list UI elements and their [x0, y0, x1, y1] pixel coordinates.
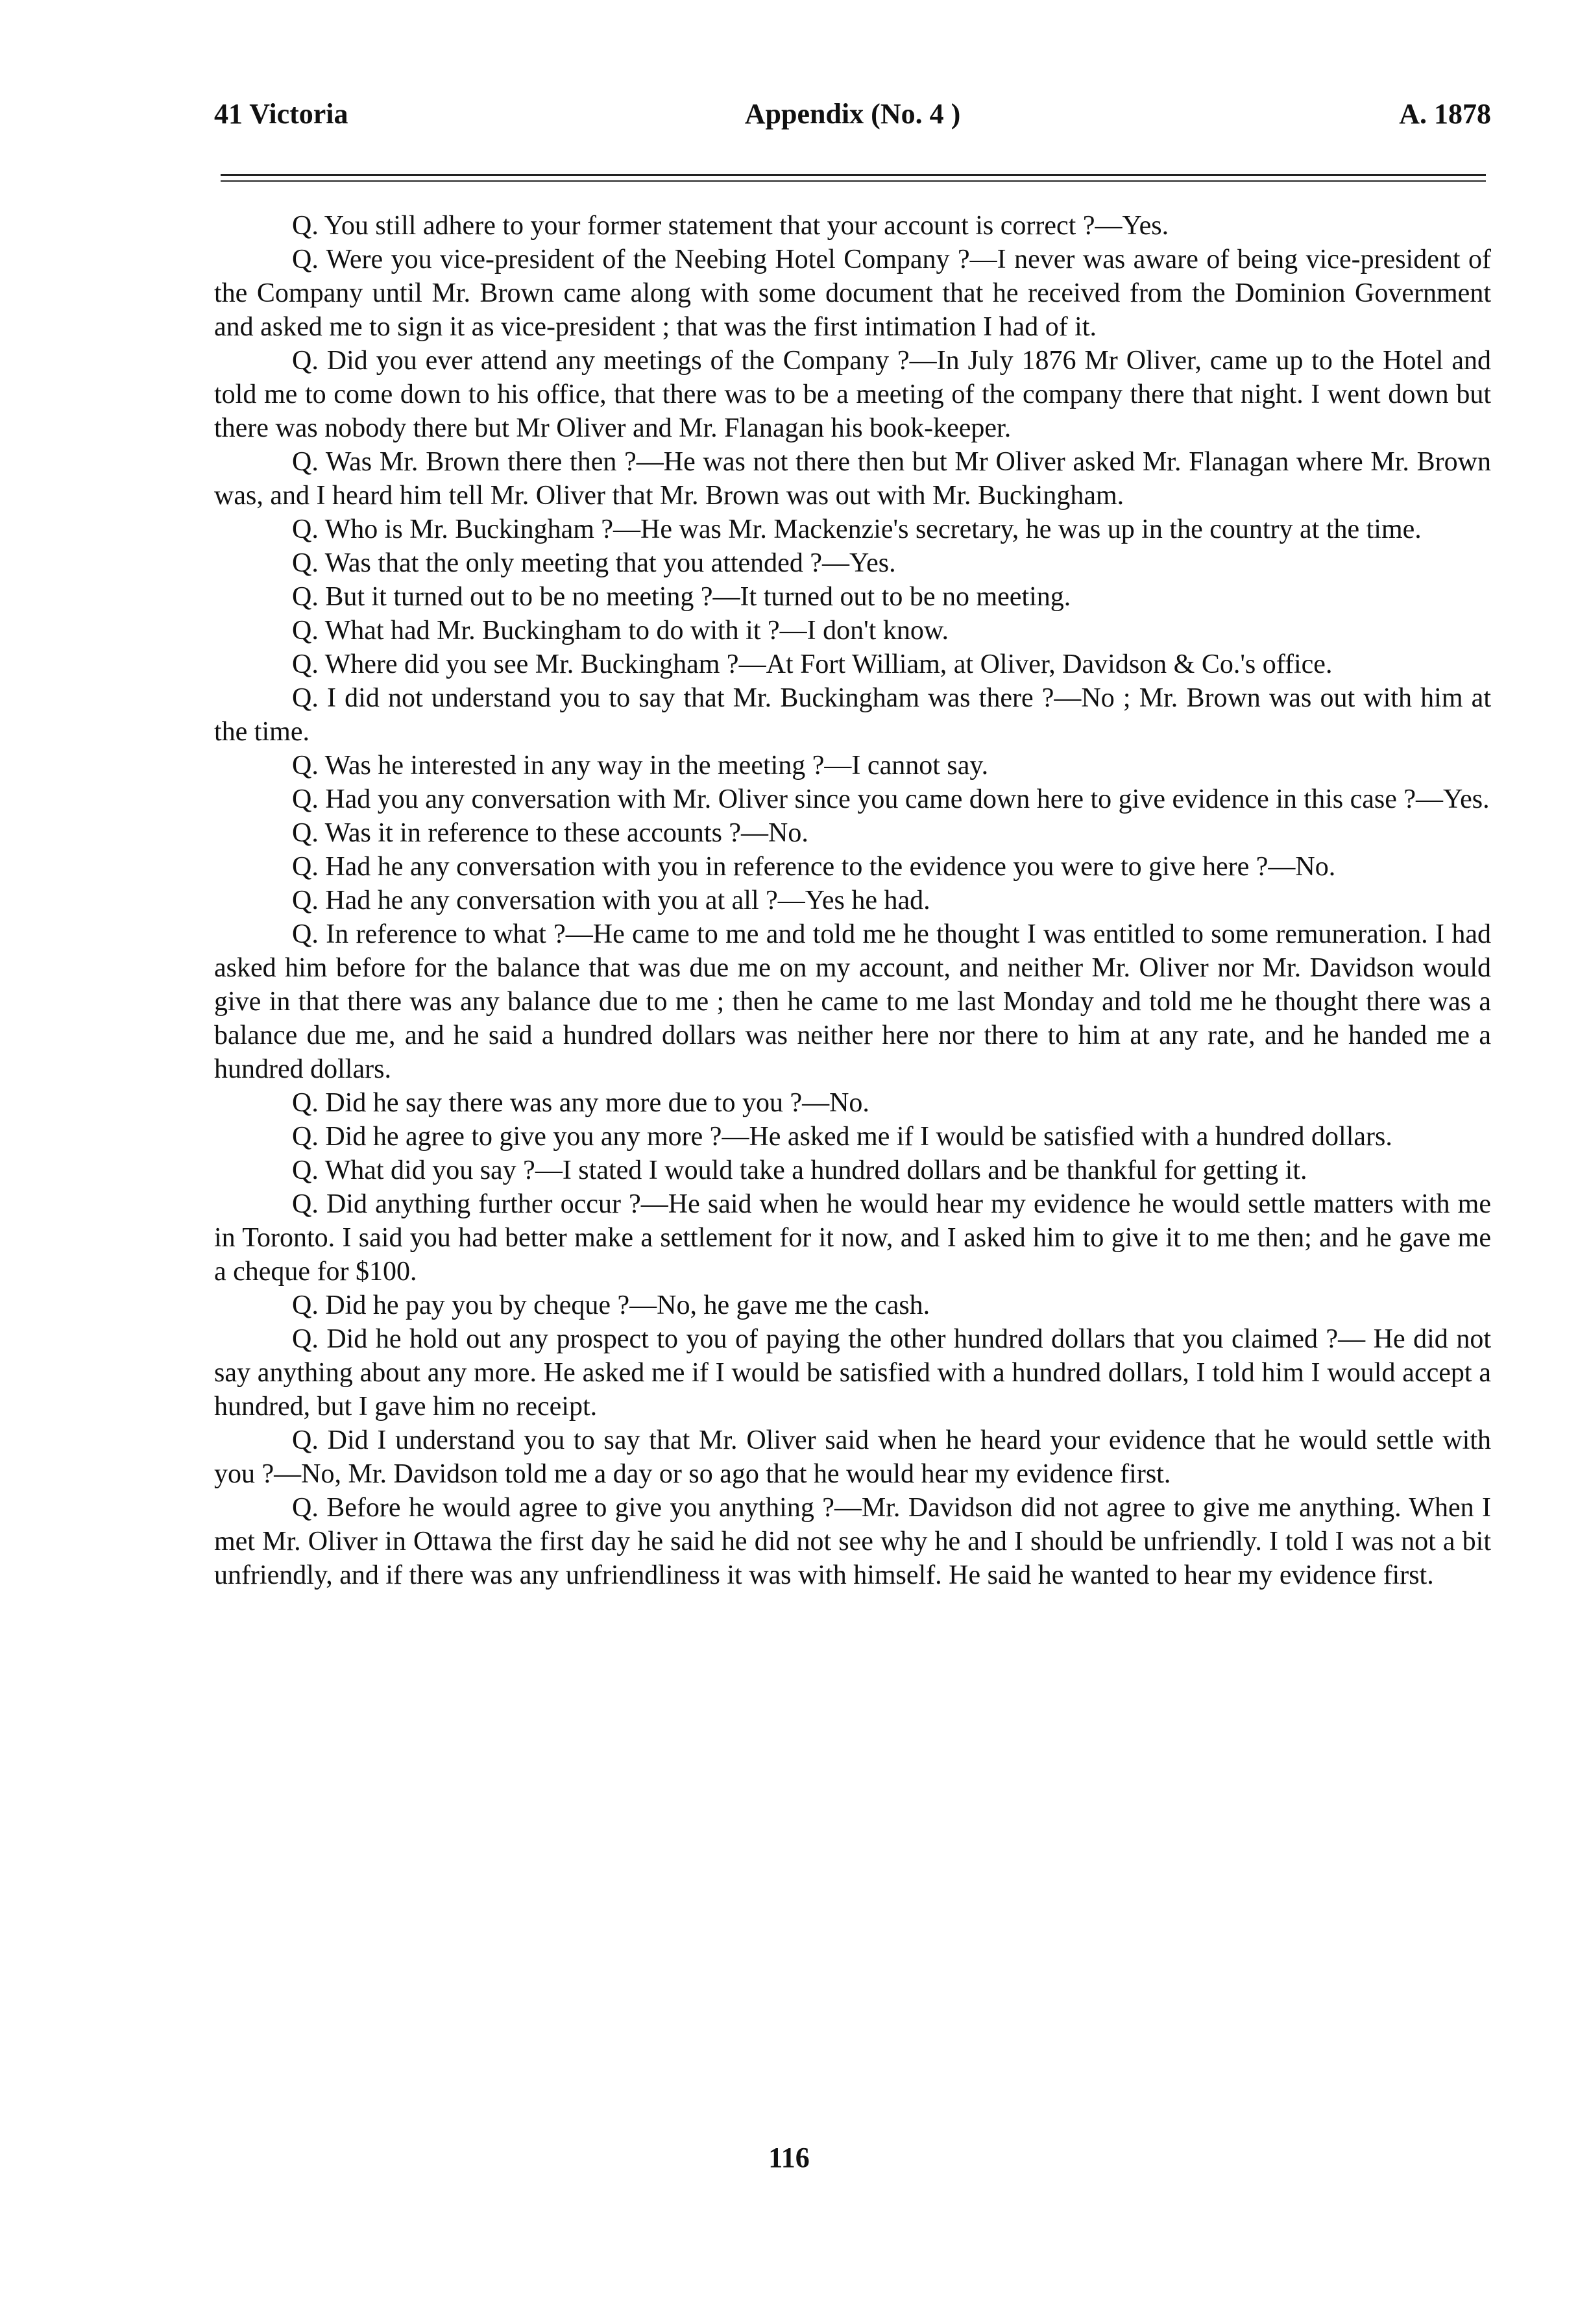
header-year: A. 1878 [1399, 98, 1491, 130]
paragraph: Q. What had Mr. Buckingham to do with it ?—I don't know. [292, 616, 949, 646]
header-rule-top [221, 174, 1486, 176]
paragraph: Q. Did he pay you by cheque ?—No, he gave me the cash. [292, 1290, 930, 1320]
paragraph: Q. You still adhere to your former statement that your account is correct ?—Yes. [292, 211, 1169, 241]
paragraph: Q. Had he any conversation with you at all ?—Yes he had. [292, 886, 930, 915]
paragraph: Q. But it turned out to be no meeting ?—It turned out to be no meeting. [292, 582, 1071, 612]
paragraph: Q. Where did you see Mr. Buckingham ?—At Fort William, at Oliver, Davidson & Co.'s office. [292, 649, 1333, 679]
paragraph: Q. I did not understand you to say that Mr. Buckingham was there ?—No ; Mr. Brown was out with him at the time. [214, 683, 1491, 747]
paragraph: Q. In reference to what ?—He came to me and told me he thought I was entitled to some remuneration. I had asked him before for the balance that was due me on my account, and neither Mr. Oliver nor Mr. Davidson would give in that there was any balance due to me ; then he came to me last Monday and told me he thought there was a balance due me, and he said a hundred dollars was neither here nor there to him at any rate, and he handed me a hundred dollars. [214, 919, 1491, 1084]
paragraph: Q. Did anything further occur ?—He said when he would hear my evidence he would settle matters with me in Toronto. I said you had better make a settlement for it now, and I asked him to give it to me then; and he gave me a cheque for $100. [214, 1189, 1491, 1287]
paragraph: Q. Was he interested in any way in the meeting ?—I cannot say. [292, 751, 989, 781]
page-number: 116 [768, 2142, 810, 2173]
paragraph: Q. Before he would agree to give you anything ?—Mr. Davidson did not agree to give me anything. When I met Mr. Oliver in Ottawa the first day he said he did not see why he and I should be unfriendly. I told I was not a bit unfriendly, and if there was any unfriendliness it was with himself. He said he wanted to hear my evidence first. [214, 1493, 1491, 1590]
paragraph: Q. What did you say ?—I stated I would take a hundred dollars and be thankful for getting it. [292, 1156, 1307, 1185]
paragraph: Q. Did I understand you to say that Mr. Oliver said when he heard your evidence that he would settle with you ?—No, Mr. Davidson told me a day or so ago that he would hear my evidence first. [214, 1425, 1491, 1489]
testimony-body [214, 209, 1491, 1592]
paragraph: Q. Were you vice-president of the Neebing Hotel Company ?—I never was aware of being vice-president of the Company until Mr. Brown came along with some document that he received from the Dominion Government and asked me to sign it as vice-president ; that was the first intimation I had of it. [214, 245, 1491, 342]
paragraph: Q. Was Mr. Brown there then ?—He was not there then but Mr Oliver asked Mr. Flanagan where Mr. Brown was, and I heard him tell Mr. Oliver that Mr. Brown was out with Mr. Buckingham. [214, 447, 1491, 511]
paragraph: Q. Was that the only meeting that you attended ?—Yes. [292, 548, 896, 578]
paragraph: Q. Had he any conversation with you in reference to the evidence you were to give here ?—No. [292, 852, 1336, 882]
header-rule-bottom [221, 180, 1486, 182]
paragraph: Q. Had you any conversation with Mr. Oliver since you came down here to give evidence in this case ?—Yes. [292, 784, 1490, 814]
header-session: 41 Victoria [214, 98, 348, 130]
page-header [214, 97, 1491, 149]
paragraph: Q. Did you ever attend any meetings of the Company ?—In July 1876 Mr Oliver, came up to the Hotel and told me to come down to his office, that there was to be a meeting of the company there that night. I went down but there was nobody there but Mr Oliver and Mr. Flanagan his book-keeper. [214, 346, 1491, 443]
paragraph: Q. Who is Mr. Buckingham ?—He was Mr. Mackenzie's secretary, he was up in the country at the time. [292, 514, 1422, 544]
paragraph: Q. Did he hold out any prospect to you of paying the other hundred dollars that you claimed ?— He did not say anything about any more. He asked me if I would be satisfied with a hundred dollars, I told him I would accept a hundred, but I gave him no receipt. [214, 1324, 1491, 1422]
paragraph: Q. Did he agree to give you any more ?—He asked me if I would be satisfied with a hundred dollars. [292, 1122, 1392, 1152]
paragraph: Q. Was it in reference to these accounts ?—No. [292, 818, 808, 848]
paragraph: Q. Did he say there was any more due to you ?—No. [292, 1088, 869, 1118]
header-appendix: Appendix (No. 4 ) [744, 98, 961, 130]
